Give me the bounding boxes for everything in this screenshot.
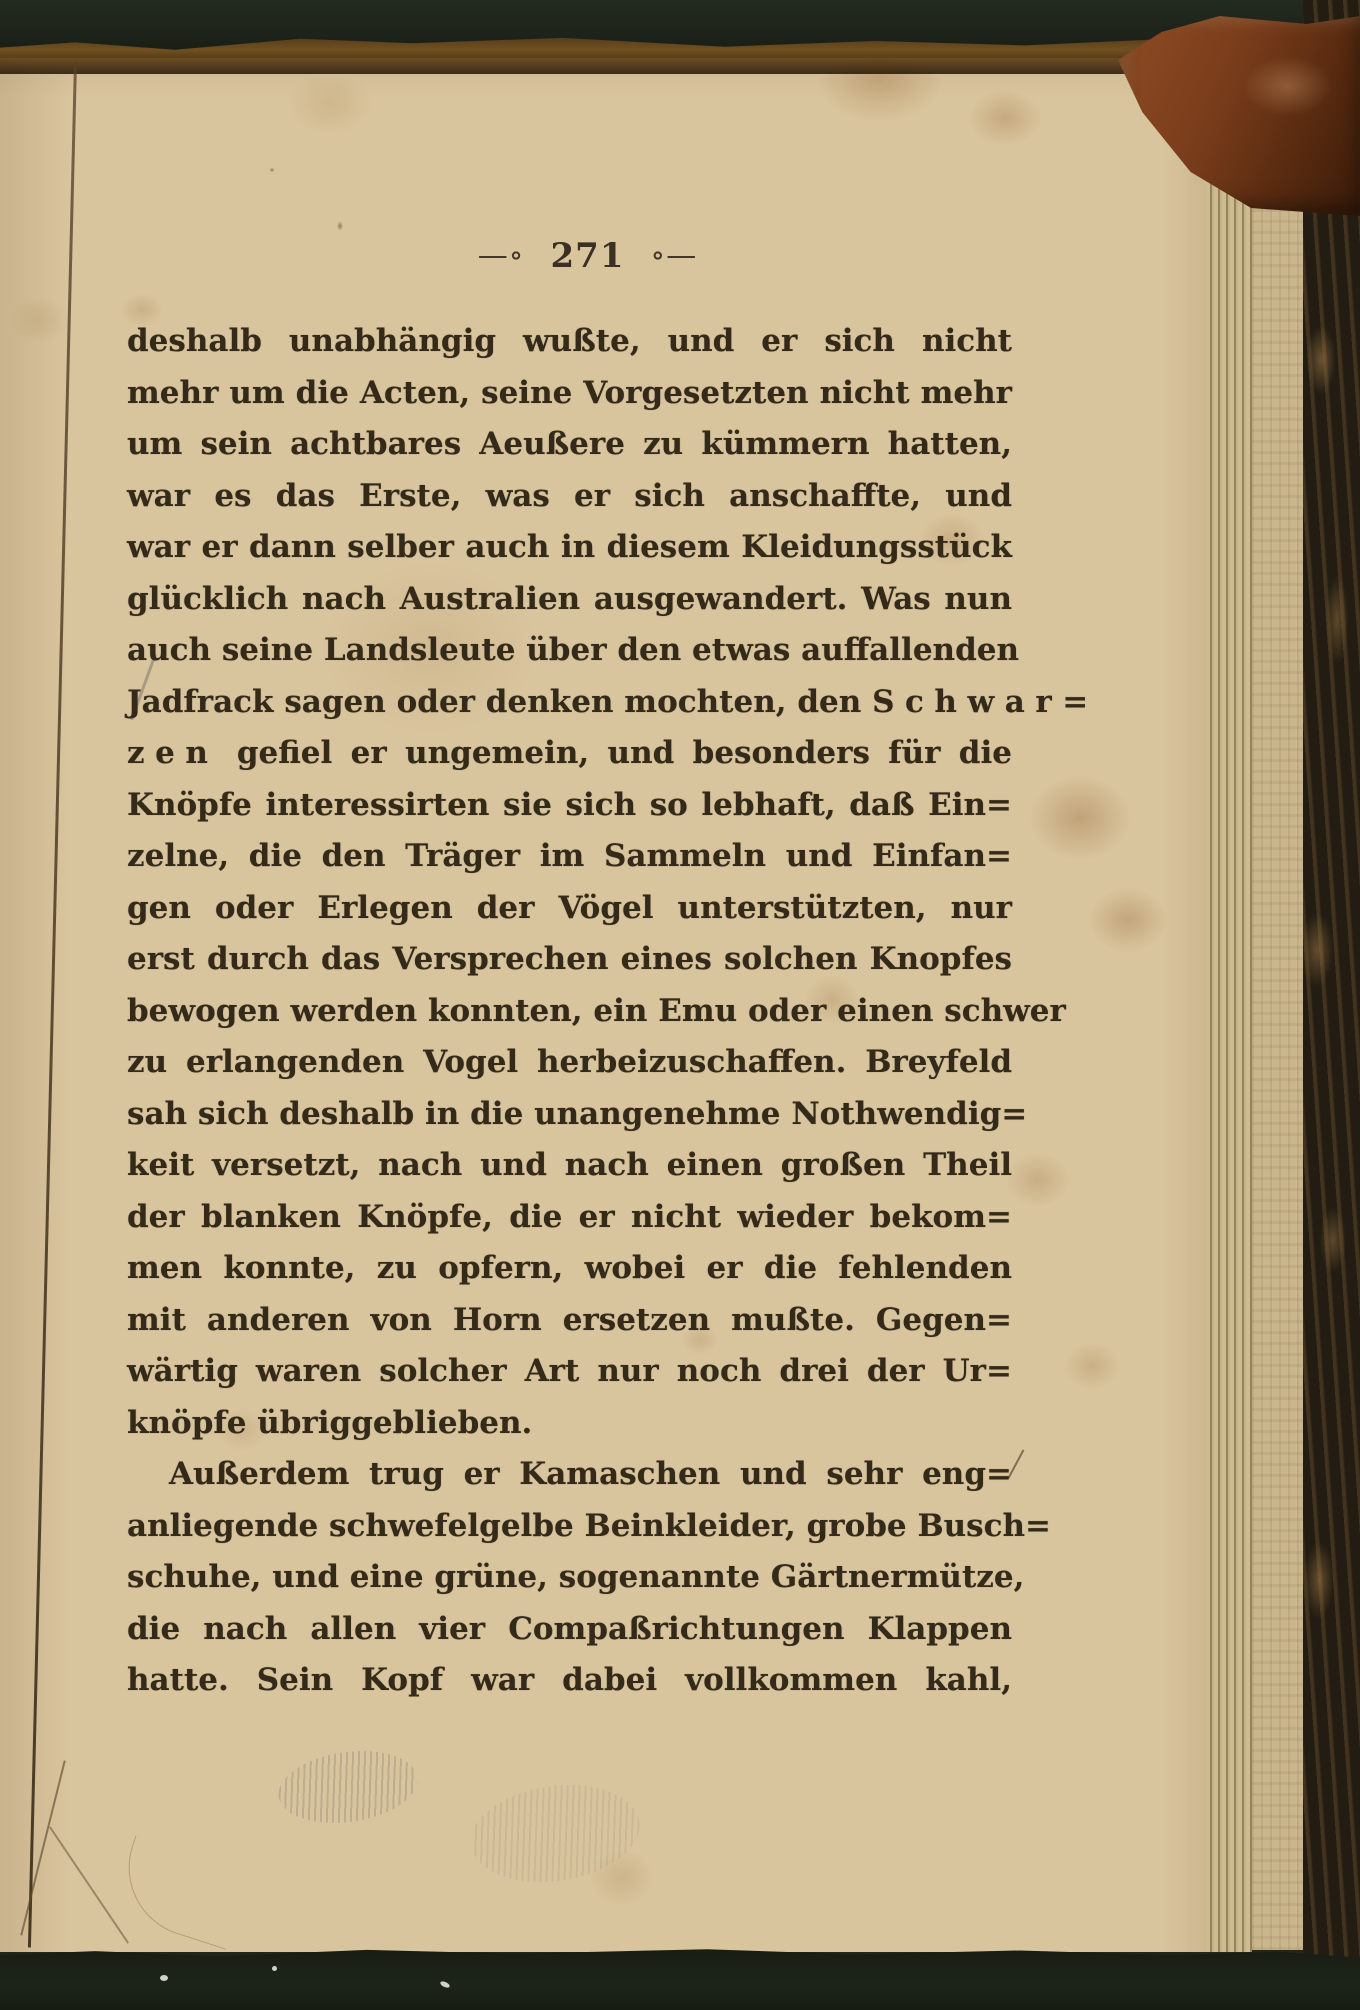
text-line: gen oder Erlegen der Vögel unterstützten, nur (127, 889, 1012, 926)
text-line: mehr um die Acten, seine Vorgesetzten nicht mehr (127, 374, 1012, 411)
text-line: sah sich deshalb in die unangenehme Nothwendig= (127, 1095, 1028, 1132)
text-line: der blanken Knöpfe, die er nicht wieder bekom= (127, 1198, 1012, 1235)
text-line: um sein achtbares Aeußere zu kümmern hatten, (127, 426, 1012, 462)
page-edges-stack (1206, 66, 1252, 1952)
text-line: anliegende schwefelgelbe Beinkleider, grobe Busch= (127, 1507, 1052, 1544)
text-line: erst durch das Versprechen eines solchen Knopfes (127, 941, 1012, 977)
text-line: deshalb unabhängig wußte, und er sich nicht (127, 323, 1012, 359)
text-segment: gefiel er ungemein, und besonders für die (218, 735, 1012, 771)
book-cover-bottom-edge (0, 1946, 1360, 2010)
text-line: war es das Erste, was er sich anschaffte, und (127, 477, 1012, 514)
dust-speck (160, 1975, 168, 1981)
leather-cover-right (1303, 0, 1360, 2010)
text-line: die nach allen vier Compaßrichtungen Klappen (127, 1610, 1012, 1647)
text-line: bewogen werden konnten, ein Emu oder einen schwer (127, 992, 1066, 1029)
text-line: keit versetzt, nach und nach einen großen Theil (127, 1147, 1012, 1183)
page-number: 271 (550, 236, 625, 276)
text-line: hatte. Sein Kopf war dabei vollkommen kahl, (127, 1662, 1012, 1698)
text-line: zu erlangenden Vogel herbeizuschaffen. Breyfeld (127, 1044, 1012, 1080)
page-header (127, 234, 1012, 280)
header-ornament-left: —∘ (477, 238, 525, 273)
body-text (127, 316, 1099, 1707)
text-line: glücklich nach Australien ausgewandert. Was nun (127, 580, 1012, 617)
text-line: wärtig waren solcher Art nur noch drei der Ur= (127, 1353, 1012, 1389)
text-line (127, 677, 1099, 729)
text-line: Außerdem trug er Kamaschen und sehr eng= (169, 1456, 1012, 1492)
text-line: auch seine Landsleute über den etwas auffallenden (127, 632, 1020, 668)
text-line: Knöpfe interessirten sie sich so lebhaft, daß Ein= (127, 786, 1012, 823)
letterspaced-word: Schwar= (872, 683, 1099, 720)
page-block-fore-edge (1252, 60, 1308, 1950)
text-line (127, 728, 1012, 780)
text-line: men konnte, zu opfern, wobei er die fehlenden (127, 1250, 1012, 1286)
text-line: mit anderen von Horn ersetzen mußte. Gegen= (127, 1301, 1012, 1338)
text-line: schuhe, und eine grüne, sogenannte Gärtnermütze, (127, 1559, 1025, 1595)
text-line: war er dann selber auch in diesem Kleidungsstück (127, 529, 1012, 565)
header-ornament-right: ∘— (650, 238, 698, 273)
text-line: zelne, die den Träger im Sammeln und Einfan= (127, 838, 1012, 874)
text-segment: Jadfrack sagen oder denken mochten, den (127, 683, 873, 720)
letterspaced-word: zen (127, 735, 219, 771)
dust-speck (272, 1966, 277, 1971)
text-line: knöpfe übriggeblieben. (127, 1404, 533, 1441)
